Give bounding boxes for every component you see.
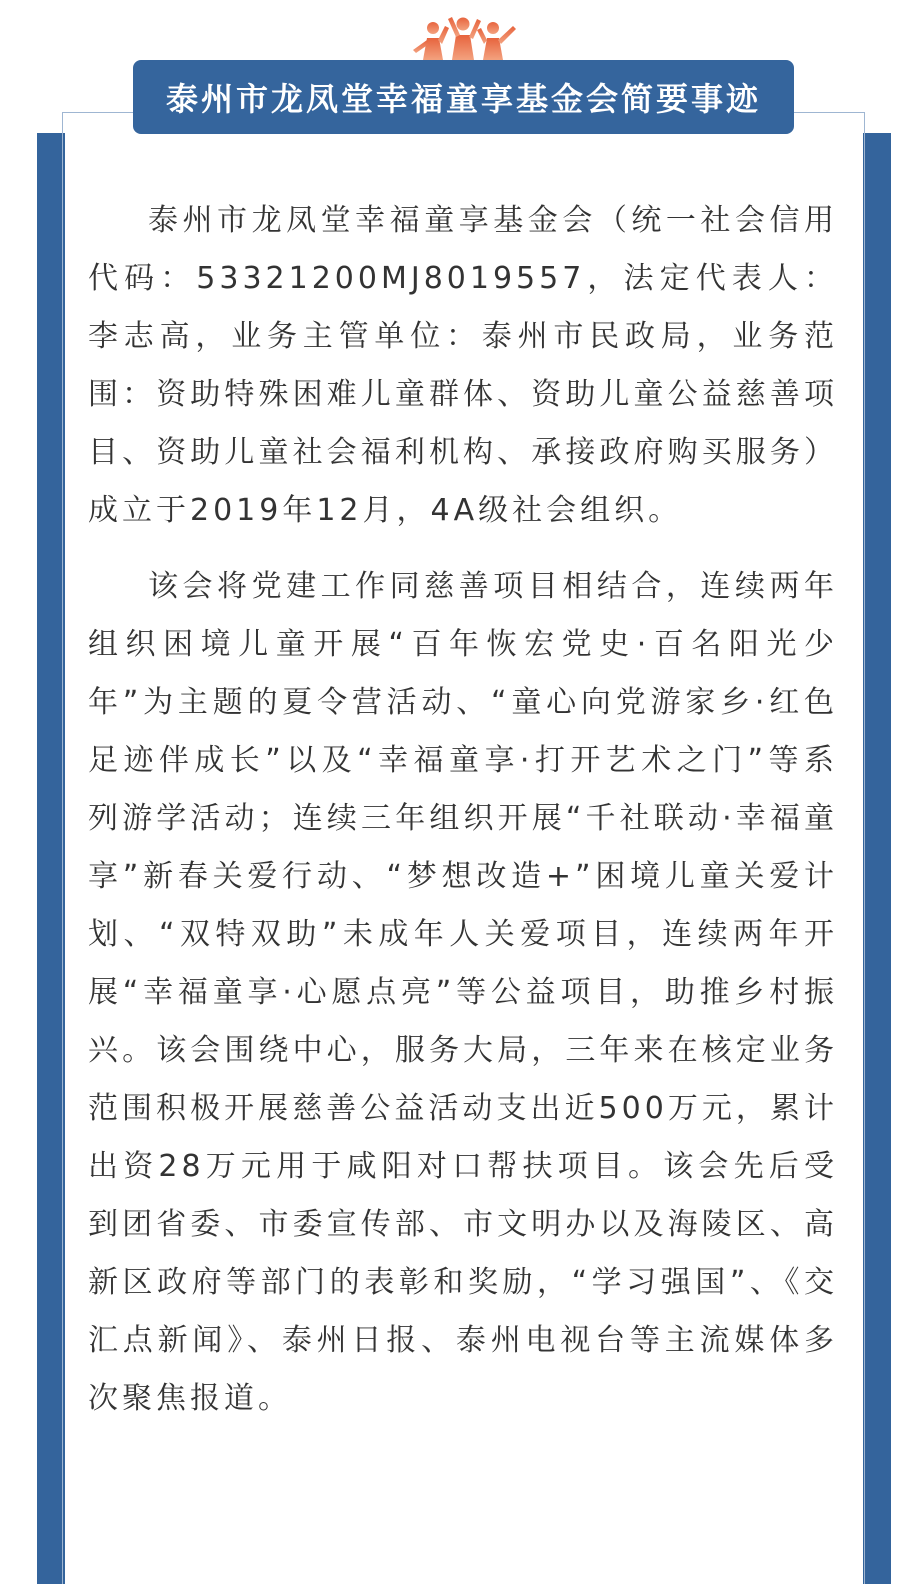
paragraph-achievements: 该会将党建工作同慈善项目相结合，连续两年组织困境儿童开展“百年恢宏党史·百名阳光少年”为主题的夏令营活动、“童心向党游家乡·红色足迹伴成长”以及“幸福童享·打开艺术之门”等系列游学活动；连续三年组织开展“千社联动·幸福童享”新春关爱行动、“梦想改造+”困境儿童关爱计划、“双特双助”未成年人关爱项目，连续两年开展“幸福童享·心愿点亮”等公益项目，助推乡村振兴。该会围绕中心，服务大局，三年来在核定业务范围积极开展慈善公益活动支出近500万元，累计出资28万元用于咸阳对口帮扶项目。该会先后受到团省委、市委宣传部、市文明办以及海陵区、高新区政府等部门的表彰和奖励，“学习强国”、《交汇点新闻》、泰州日报、泰州电视台等主流媒体多次聚焦报道。 [88,569,838,1416]
left-blue-border [37,133,65,1584]
title-banner [133,60,794,134]
paragraph-intro: 泰州市龙凤堂幸福童享基金会（统一社会信用代码：53321200MJ8019557，法定代表人：李志高，业务主管单位：泰州市民政局，业务范围：资助特殊困难儿童群体、资助儿童公益慈善项目、资助儿童社会福利机构、承接政府购买服务）成立于2019年12月，4A级社会组织。 [88,203,838,528]
people-cheering-icon [405,14,523,66]
right-blue-border [863,133,891,1584]
frame-left-line [62,112,63,1584]
frame-right-line [864,112,865,1584]
page-title: 泰州市龙凤堂幸福童享基金会简要事迹 [165,80,761,118]
article-body [88,192,838,1446]
